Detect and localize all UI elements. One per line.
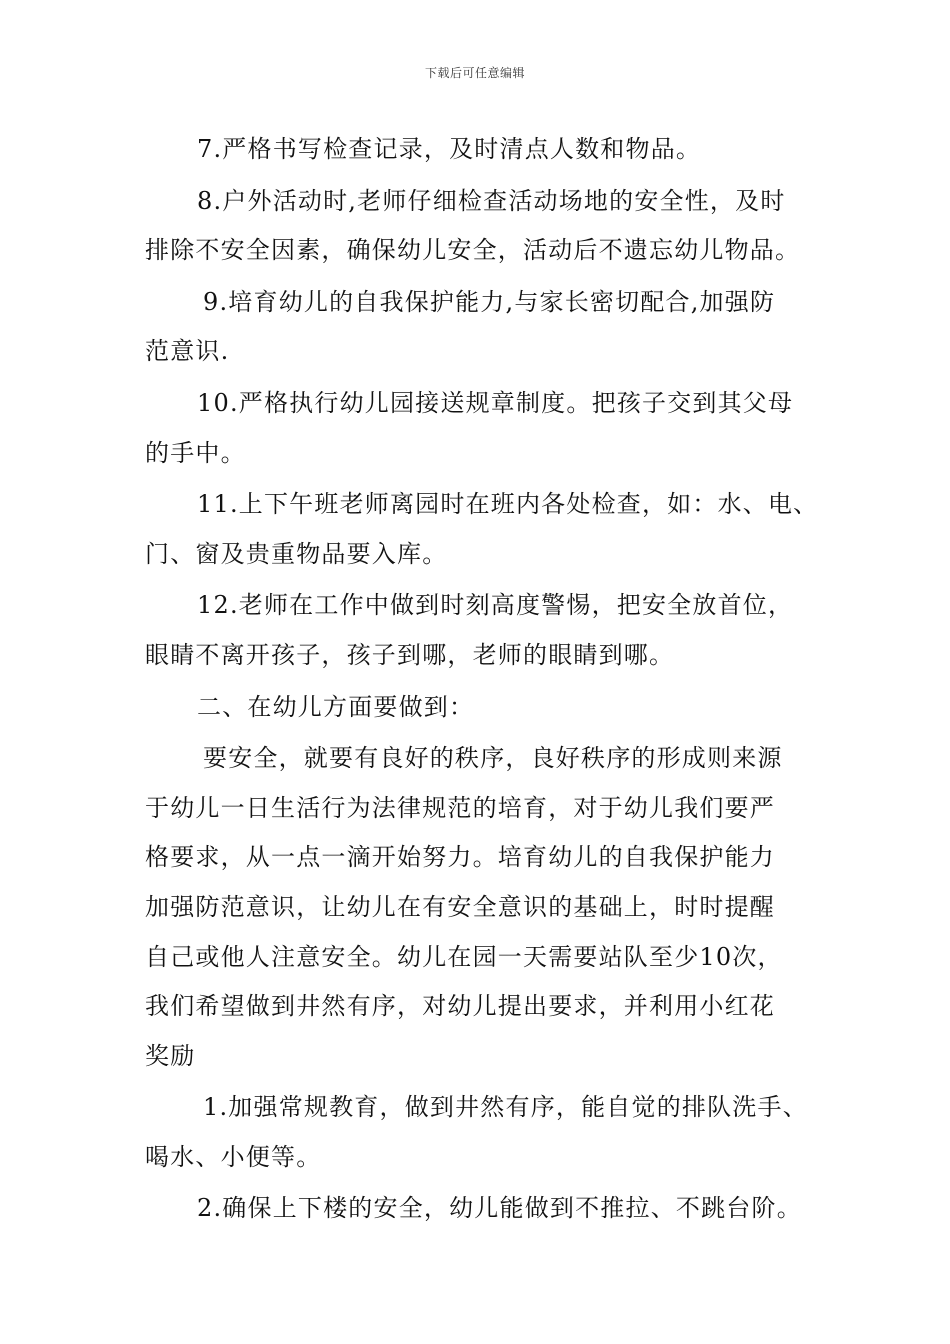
paragraph-line: 门、窗及贵重物品要入库。 [145, 539, 448, 568]
paragraph-item-1 [145, 1083, 835, 1182]
paragraph-line: 眼睛不离开孩子，孩子到哪，老师的眼睛到哪。 [145, 640, 675, 669]
paragraph-line: 喝水、小便等。 [145, 1142, 322, 1171]
paragraph-line: 的手中。 [145, 438, 246, 467]
paragraph-line: 于幼儿一日生活行为法律规范的培育，对于幼儿我们要严 [145, 793, 775, 822]
paragraph-line: 8.户外活动时,老师仔细检查活动场地的安全性，及时 [197, 186, 786, 215]
paragraph-line: 9.培育幼儿的自我保护能力,与家长密切配合,加强防 [203, 287, 776, 316]
paragraph-line: 11.上下午班老师离园时在班内各处检查，如：水、电、 [197, 490, 819, 519]
paragraph-item-10 [145, 379, 835, 478]
paragraph-line: 7.严格书写检查记录，及时清点人数和物品。 [197, 135, 702, 163]
document-body [145, 125, 835, 1236]
paragraph-item-7 [145, 125, 835, 175]
paragraph-item-12 [145, 581, 835, 680]
section-heading-text: 二、在幼儿方面要做到： [197, 692, 475, 721]
paragraph-line: 要安全，就要有良好的秩序，良好秩序的形成则来源 [203, 744, 783, 773]
paragraph-line: 排除不安全因素，确保幼儿安全，活动后不遗忘幼儿物品。 [145, 236, 801, 265]
paragraph-item-11 [145, 480, 835, 579]
paragraph-line: 我们希望做到井然有序，对幼儿提出要求，并利用小红花 [145, 992, 775, 1021]
paragraph-line: 12.老师在工作中做到时刻高度警惕，把安全放首位， [197, 591, 794, 620]
paragraph-line: 加强防范意识，让幼儿在有安全意识的基础上，时时提醒 [145, 892, 775, 921]
paragraph-line: 范意识. [145, 337, 230, 366]
paragraph-line: 自己或他人注意安全。幼儿在园一天需要站队至少10次， [145, 942, 783, 971]
paragraph-order-intro [145, 734, 835, 1081]
paragraph-item-9 [145, 278, 835, 377]
page-header: 下载后可任意编辑 [424, 66, 525, 80]
section-heading-children [145, 683, 835, 733]
paragraph-item-8 [145, 177, 835, 276]
paragraph-line: 1.加强常规教育，做到井然有序，能自觉的排队洗手、 [203, 1093, 808, 1122]
paragraph-line: 10.严格执行幼儿园接送规章制度。把孩子交到其父母 [197, 388, 794, 417]
paragraph-item-2 [145, 1184, 835, 1234]
paragraph-line: 奖励 [145, 1041, 196, 1070]
paragraph-line: 格要求，从一点一滴开始努力。培育幼儿的自我保护能力 [145, 843, 775, 872]
paragraph-line: 2.确保上下楼的安全，幼儿能做到不推拉、不跳台阶。 [197, 1194, 802, 1223]
